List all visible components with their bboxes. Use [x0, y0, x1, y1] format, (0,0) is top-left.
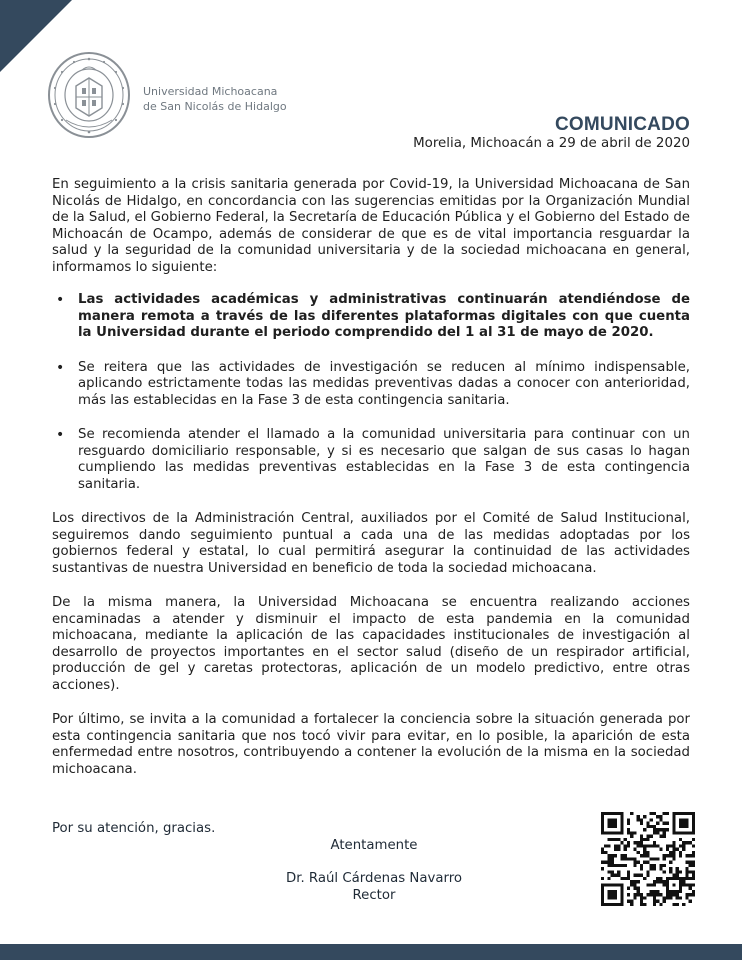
- body-paragraph-1: Los directivos de la Administración Central, auxiliados por el Comité de Salud Institucional, seguiremos dando seguimiento puntual a cada una de las medidas adoptadas por los gobiernos federal y estatal, lo cual permitirá asegurar la continuidad de las actividades sustantivas de nuestra Universidad en beneficio de toda la sociedad michoacana.: [52, 511, 690, 576]
- list-item: [52, 360, 690, 410]
- footer-bar: [0, 944, 742, 960]
- list-item: [52, 292, 690, 342]
- bullet-icon: •: [56, 359, 65, 376]
- closing-line: Por su atención, gracias.: [52, 821, 216, 836]
- bullet-text-3: Se recomienda atender el llamado a la comunidad universitaria para continuar con un resguardo domiciliario responsable, y si es necesario que salgan de sus casas lo hagan cumpliendo las medidas preventivas establecidas en la Fase 3 de esta contingencia sanitaria.: [78, 427, 690, 492]
- body-paragraph-2: De la misma manera, la Universidad Michoacana se encuentra realizando acciones encaminadas a atender y disminuir el impacto de esta pandemia en la comunidad michoacana, mediante la aplicación de las capacidades institucionales de investigación al desarrollo de proyectos importantes en el sector salud (diseño de un respirador artificial, producción de gel y caretas protectoras, aplicación de un modelo predictivo, entre otras acciones).: [52, 595, 690, 693]
- intro-paragraph: En seguimiento a la crisis sanitaria generada por Covid-19, la Universidad Michoacana de San Nicolás de Hidalgo, en concordancia con las sugerencias emitidas por la Organización Mundial de la Salud, el Gobierno Federal, la Secretaría de Educación Pública y el Gobierno del Estado de Michoacán de Ocampo, además de considerar de que es de vital importancia resguardar la salud y la seguridad de la comunidad universitaria y de la sociedad michoacana en general, informamos lo siguiente:: [52, 177, 690, 275]
- dateline: Morelia, Michoacán a 29 de abril de 2020: [413, 136, 690, 151]
- salutation: Atentamente: [330, 838, 418, 853]
- university-seal-icon: [46, 50, 132, 140]
- signer-position: Rector: [352, 888, 396, 903]
- qr-code-icon[interactable]: [601, 812, 695, 906]
- bullet-icon: •: [56, 427, 65, 443]
- document-body: [52, 177, 690, 778]
- signature-block: [270, 837, 478, 904]
- bullet-list: [52, 292, 690, 493]
- bullet-icon: •: [56, 292, 65, 308]
- bullet-text-1: Las actividades académicas y administrativas continuarán atendiéndose de manera remota a través de las diferentes plataformas digitales con que cuenta la Universidad durante el periodo comprendido del 1 al 31 de mayo de 2020.: [78, 292, 690, 340]
- university-name-line2: de San Nicolás de Hidalgo: [143, 100, 287, 113]
- list-item: [52, 427, 690, 493]
- signer-name: Dr. Raúl Cárdenas Navarro: [285, 871, 463, 886]
- document-title: COMUNICADO: [555, 114, 690, 135]
- university-name: [143, 84, 287, 114]
- body-paragraph-3: Por último, se invita a la comunidad a fortalecer la conciencia sobre la situación generada por esta contingencia sanitaria que nos tocó vivir para evitar, en lo posible, la aparición de esta enfermedad entre nosotros, contribuyendo a contener la evolución de la misma en la sociedad michoacana.: [52, 712, 690, 777]
- bullet-text-2: Se reitera que las actividades de investigación se reducen al mínimo indispensable, aplicando estrictamente todas las medidas preventivas dadas a conocer con anterioridad, más las establecidas en la Fase 3 de esta contingencia sanitaria.: [78, 359, 690, 408]
- university-name-line1: Universidad Michoacana: [143, 85, 278, 98]
